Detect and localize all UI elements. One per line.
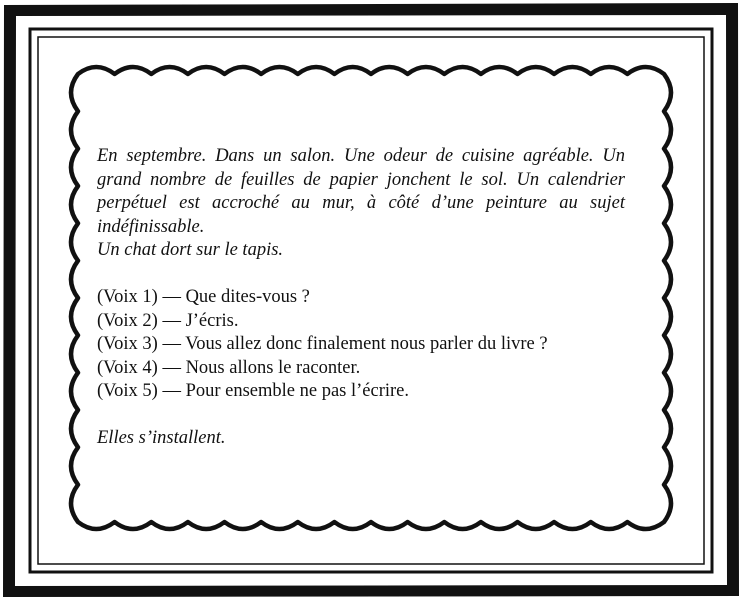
dialogue-text: J’écris.	[185, 310, 239, 331]
dialogue-line	[97, 333, 625, 357]
speaker-label: (Voix 2)	[97, 310, 158, 331]
speaker-label: (Voix 4)	[97, 357, 158, 378]
em-dash: —	[162, 287, 181, 307]
dialogue-line	[97, 380, 625, 404]
dialogue-text: Pour ensemble ne pas l’écrire.	[185, 381, 410, 401]
em-dash: —	[162, 357, 181, 378]
dialogue-text: Vous allez donc finalement nous parler du livre ?	[185, 334, 548, 354]
closing-stage-direction: Elles s’installent.	[97, 428, 226, 448]
dialogue-text: Que dites-vous ?	[185, 287, 310, 307]
dialogue-line	[97, 310, 625, 334]
em-dash: —	[162, 334, 181, 354]
opening-paragraph: En septembre. Dans un salon. Une odeur de cuisine agréable. Un grand nombre de feuilles de papier jonchent le sol. Un calendrier perpétuel est accroché au mur, à côté d’une peinture au sujet indéfinissable.	[97, 146, 625, 237]
opening-stage-direction	[97, 145, 625, 263]
em-dash: —	[162, 310, 181, 331]
text-block	[97, 145, 625, 451]
speaker-label: (Voix 5)	[97, 381, 158, 401]
dialogue-line	[97, 286, 625, 310]
dialogue-list	[97, 286, 625, 404]
dialogue-text: Nous allons le raconter.	[185, 357, 361, 378]
em-dash: —	[162, 381, 181, 401]
speaker-label: (Voix 1)	[97, 287, 158, 307]
dialogue-line	[97, 357, 625, 381]
speaker-label: (Voix 3)	[97, 334, 158, 354]
opening-last-line: Un chat dort sur le tapis.	[97, 240, 284, 260]
